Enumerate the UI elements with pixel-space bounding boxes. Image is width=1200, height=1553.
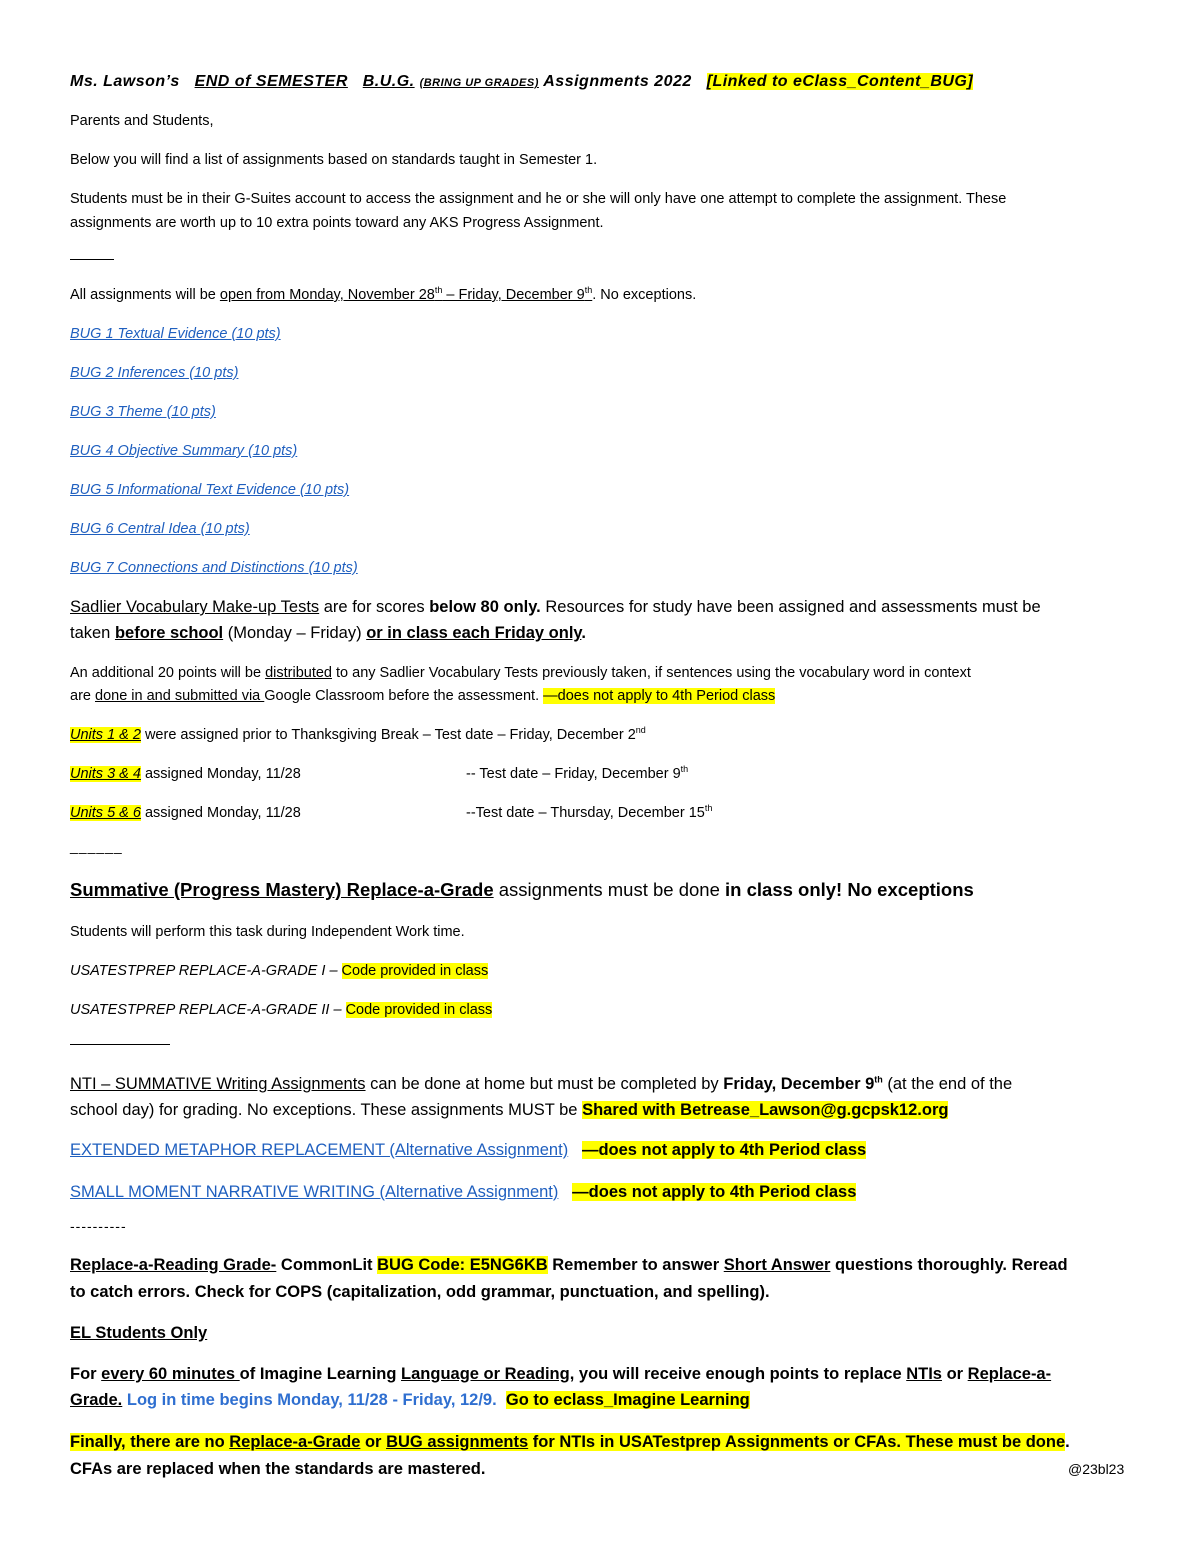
nti-line-1: NTI – SUMMATIVE Writing Assignments can be done at home but must be completed by Friday, December 9th (at the end of the — [70, 1074, 1013, 1093]
final-line-1: Finally, there are no Replace-a-Grade or BUG assignments for NTIs in USATestprep Assignments or CFAs. These must be done. — [70, 1433, 1070, 1451]
imagine-learning-note: Go to eclass_Imagine Learning — [505, 1391, 750, 1409]
code-note: Code provided in class — [341, 963, 489, 979]
sadlier-line-3: An additional 20 points will be distributed to any Sadlier Vocabulary Tests previously taken, if sentences using the vocabulary word in context — [70, 665, 971, 681]
el-line-1: For every 60 minutes of Imagine Learning Language or Reading, you will receive enough points to replace NTIs or Replace-a- — [70, 1365, 1052, 1383]
open-dates-line — [70, 285, 696, 305]
units-test-date: -- Test date – Friday, December 9th — [466, 764, 689, 782]
units-row: Units 1 & 2 were assigned prior to Thanksgiving Break – Test date – Friday, December 2nd — [70, 725, 646, 743]
extended-metaphor-link[interactable]: EXTENDED METAPHOR REPLACEMENT (Alternative Assignment) — [70, 1141, 569, 1159]
bug-link[interactable]: BUG 6 Central Idea (10 pts) — [70, 521, 250, 537]
not-apply-note: —does not apply to 4th Period class — [581, 1141, 867, 1159]
title-eclass-link: [Linked to eClass_Content_BUG] — [706, 73, 974, 90]
greeting: Parents and Students, — [70, 113, 214, 129]
separator-line: ______ — [70, 838, 123, 854]
separator-line — [70, 1044, 170, 1045]
units-label: Units 1 & 2 — [70, 727, 141, 743]
bug-link[interactable]: BUG 1 Textual Evidence (10 pts) — [70, 326, 281, 342]
sadlier-line-2: taken before school (Monday – Friday) or in class each Friday only. — [70, 624, 586, 642]
summative-line: Students will perform this task during Independent Work time. — [70, 924, 465, 940]
bug-link[interactable]: BUG 3 Theme (10 pts) — [70, 404, 216, 420]
el-heading: EL Students Only — [70, 1324, 208, 1342]
not-apply-note: —does not apply to 4th Period class — [543, 688, 776, 704]
small-moment-link[interactable]: SMALL MOMENT NARRATIVE WRITING (Alternative Assignment) — [70, 1183, 559, 1201]
el-line-2: Grade. Log in time begins Monday, 11/28 - Friday, 12/9. Go to eclass_Imagine Learning — [70, 1391, 750, 1409]
bug-code: BUG Code: E5NG6KB — [377, 1256, 548, 1274]
separator-line: ---------- — [70, 1218, 127, 1234]
usatestprep-row: USATESTPREP REPLACE-A-GRADE II – Code provided in class — [70, 1002, 493, 1018]
intro-g-suites-line: Students must be in their G-Suites account to access the assignment and he or she will only have one attempt to complete the assignment. These — [70, 191, 1007, 207]
open-dates-prefix: All assignments will be — [70, 287, 220, 303]
bug-link[interactable]: BUG 2 Inferences (10 pts) — [70, 365, 239, 381]
open-dates-range: open from Monday, November 28th – Friday, December 9th — [219, 285, 593, 303]
document-code: @23bl23 — [1068, 1461, 1125, 1477]
reading-line-1: Replace-a-Reading Grade- CommonLit BUG Code: E5NG6KB Remember to answer Short Answer questions thoroughly. Reread — [70, 1256, 1068, 1274]
bug-link[interactable]: BUG 5 Informational Text Evidence (10 pts) — [70, 482, 350, 498]
usatestprep-row: USATESTPREP REPLACE-A-GRADE I – Code provided in class — [70, 963, 489, 979]
nti-line-2: school day) for grading. No exceptions. These assignments MUST be Shared with Betrease_Lawson@g.gcpsk12.org — [70, 1101, 949, 1119]
reading-line-2: to catch errors. Check for COPS (capitalization, odd grammar, punctuation, and spelling). — [70, 1283, 770, 1301]
title-bug: B.U.G. — [362, 73, 415, 90]
separator-line — [70, 259, 114, 260]
code-note: Code provided in class — [345, 1002, 493, 1018]
units-label: Units 5 & 6 — [70, 805, 141, 821]
bug-link[interactable]: BUG 4 Objective Summary (10 pts) — [70, 443, 298, 459]
summative-heading: Summative (Progress Mastery) Replace-a-Grade assignments must be done in class only! No exceptions — [70, 879, 974, 900]
intro-line: Below you will find a list of assignments based on standards taught in Semester 1. — [70, 152, 598, 168]
title-assignments: Assignments 2022 — [543, 73, 692, 90]
not-apply-note: —does not apply to 4th Period class — [572, 1183, 857, 1201]
intro-extra-points-line: assignments are worth up to 10 extra points toward any AKS Progress Assignment. — [70, 215, 604, 231]
open-dates-suffix: . No exceptions. — [592, 287, 697, 303]
document-title — [70, 72, 973, 93]
units-label: Units 3 & 4 — [70, 766, 141, 782]
title-bring-up-grades: (BRING UP GRADES) — [419, 77, 539, 89]
units-row: Units 5 & 6 assigned Monday, 11/28 — [70, 805, 301, 821]
title-name: Ms. Lawson’s — [70, 73, 180, 90]
share-email-note: Shared with Betrease_Lawson@g.gcpsk12.org — [582, 1101, 949, 1119]
sadlier-line-1: Sadlier Vocabulary Make-up Tests are for scores below 80 only. Resources for study have been assigned and assessments must be — [70, 598, 1041, 616]
units-test-date: --Test date – Thursday, December 15th — [466, 803, 713, 821]
extended-metaphor-row — [70, 1138, 866, 1162]
bug-link[interactable]: BUG 7 Connections and Distinctions (10 pts) — [70, 560, 358, 576]
final-line-2: CFAs are replaced when the standards are mastered. — [70, 1460, 486, 1478]
small-moment-row — [70, 1180, 856, 1204]
sadlier-line-4: are done in and submitted via Google Classroom before the assessment. —does not apply to 4th Period class — [70, 688, 776, 704]
title-end-semester: END of SEMESTER — [194, 73, 348, 90]
units-row: Units 3 & 4 assigned Monday, 11/28 — [70, 766, 301, 782]
